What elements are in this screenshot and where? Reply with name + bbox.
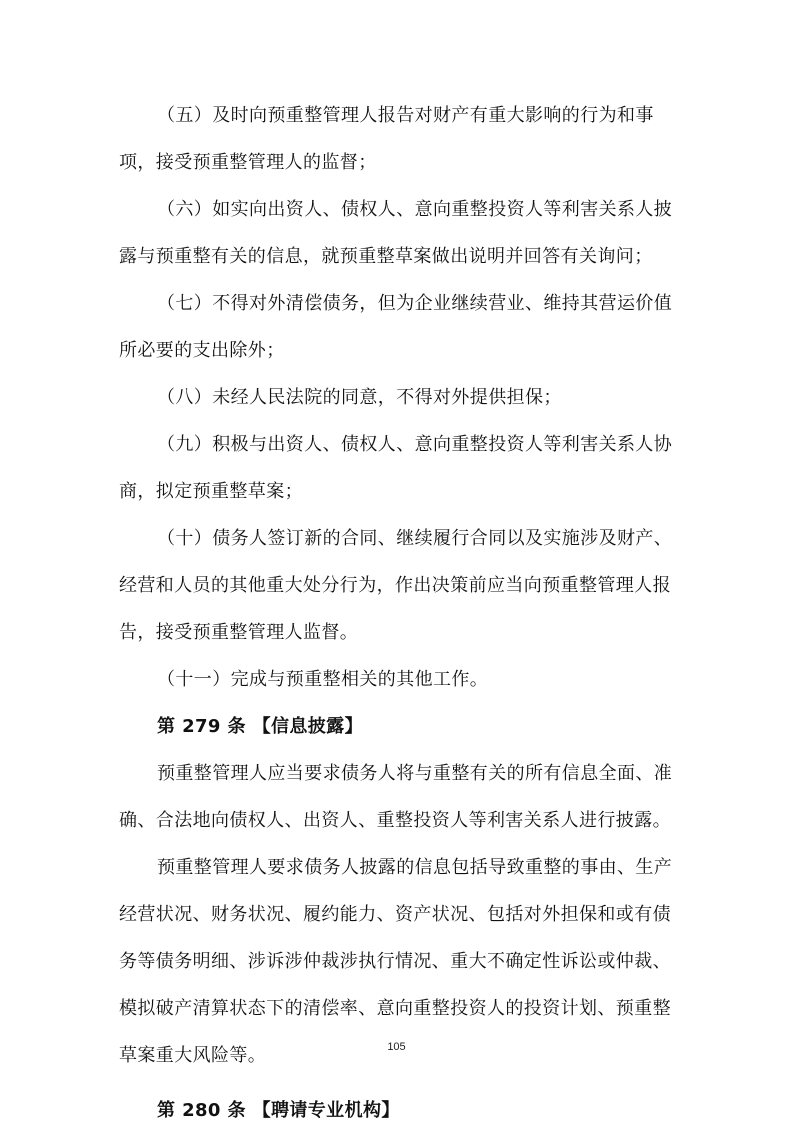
paragraph-line: 所必要的支出除外； xyxy=(119,340,285,361)
paragraph-line: 预重整管理人应当要求债务人将与重整有关的所有信息全面、准 xyxy=(157,763,673,784)
paragraph-line: （八）未经人民法院的同意，不得对外提供担保； xyxy=(157,387,562,408)
article-heading-280: 第 280 条 【聘请专业机构】 xyxy=(157,1100,400,1121)
paragraph-line: （五）及时向预重整管理人报告对财产有重大影响的行为和事 xyxy=(157,105,654,126)
paragraph-line: 露与预重整有关的信息，就预重整草案做出说明并回答有关询问； xyxy=(119,246,653,267)
paragraph-line: 项，接受预重整管理人的监督； xyxy=(119,152,377,173)
paragraph-line: 经营状况、财务状况、履约能力、资产状况、包括对外担保和或有债 xyxy=(119,904,671,925)
document-body xyxy=(119,92,675,1134)
paragraph-line: 商，拟定预重整草案； xyxy=(119,481,303,502)
page-number: 105 xyxy=(387,1041,406,1053)
paragraph-line: 草案重大风险等。 xyxy=(119,1045,267,1066)
paragraph-line: 模拟破产清算状态下的清偿率、意向重整投资人的投资计划、预重整 xyxy=(119,998,671,1019)
paragraph-line: 确、合法地向债权人、出资人、重整投资人等利害关系人进行披露。 xyxy=(119,810,671,831)
paragraph-line: 务等债务明细、涉诉涉仲裁涉执行情况、重大不确定性诉讼或仲裁、 xyxy=(119,951,671,972)
paragraph-line: （六）如实向出资人、债权人、意向重整投资人等利害关系人披 xyxy=(157,199,673,220)
paragraph-line: （九）积极与出资人、债权人、意向重整投资人等利害关系人协 xyxy=(157,434,673,455)
paragraph-line: 告，接受预重整管理人监督。 xyxy=(119,622,359,643)
article-heading-279: 第 279 条 【信息披露】 xyxy=(157,716,363,737)
paragraph-line: （十一）完成与预重整相关的其他工作。 xyxy=(157,669,489,690)
paragraph-line: （七）不得对外清偿债务，但为企业继续营业、维持其营运价值 xyxy=(157,293,673,314)
paragraph-line: 预重整管理人要求债务人披露的信息包括导致重整的事由、生产 xyxy=(157,857,673,878)
paragraph-line: 经营和人员的其他重大处分行为，作出决策前应当向预重整管理人报 xyxy=(119,575,671,596)
paragraph-line: （十）债务人签订新的合同、继续履行合同以及实施涉及财产、 xyxy=(157,528,673,549)
